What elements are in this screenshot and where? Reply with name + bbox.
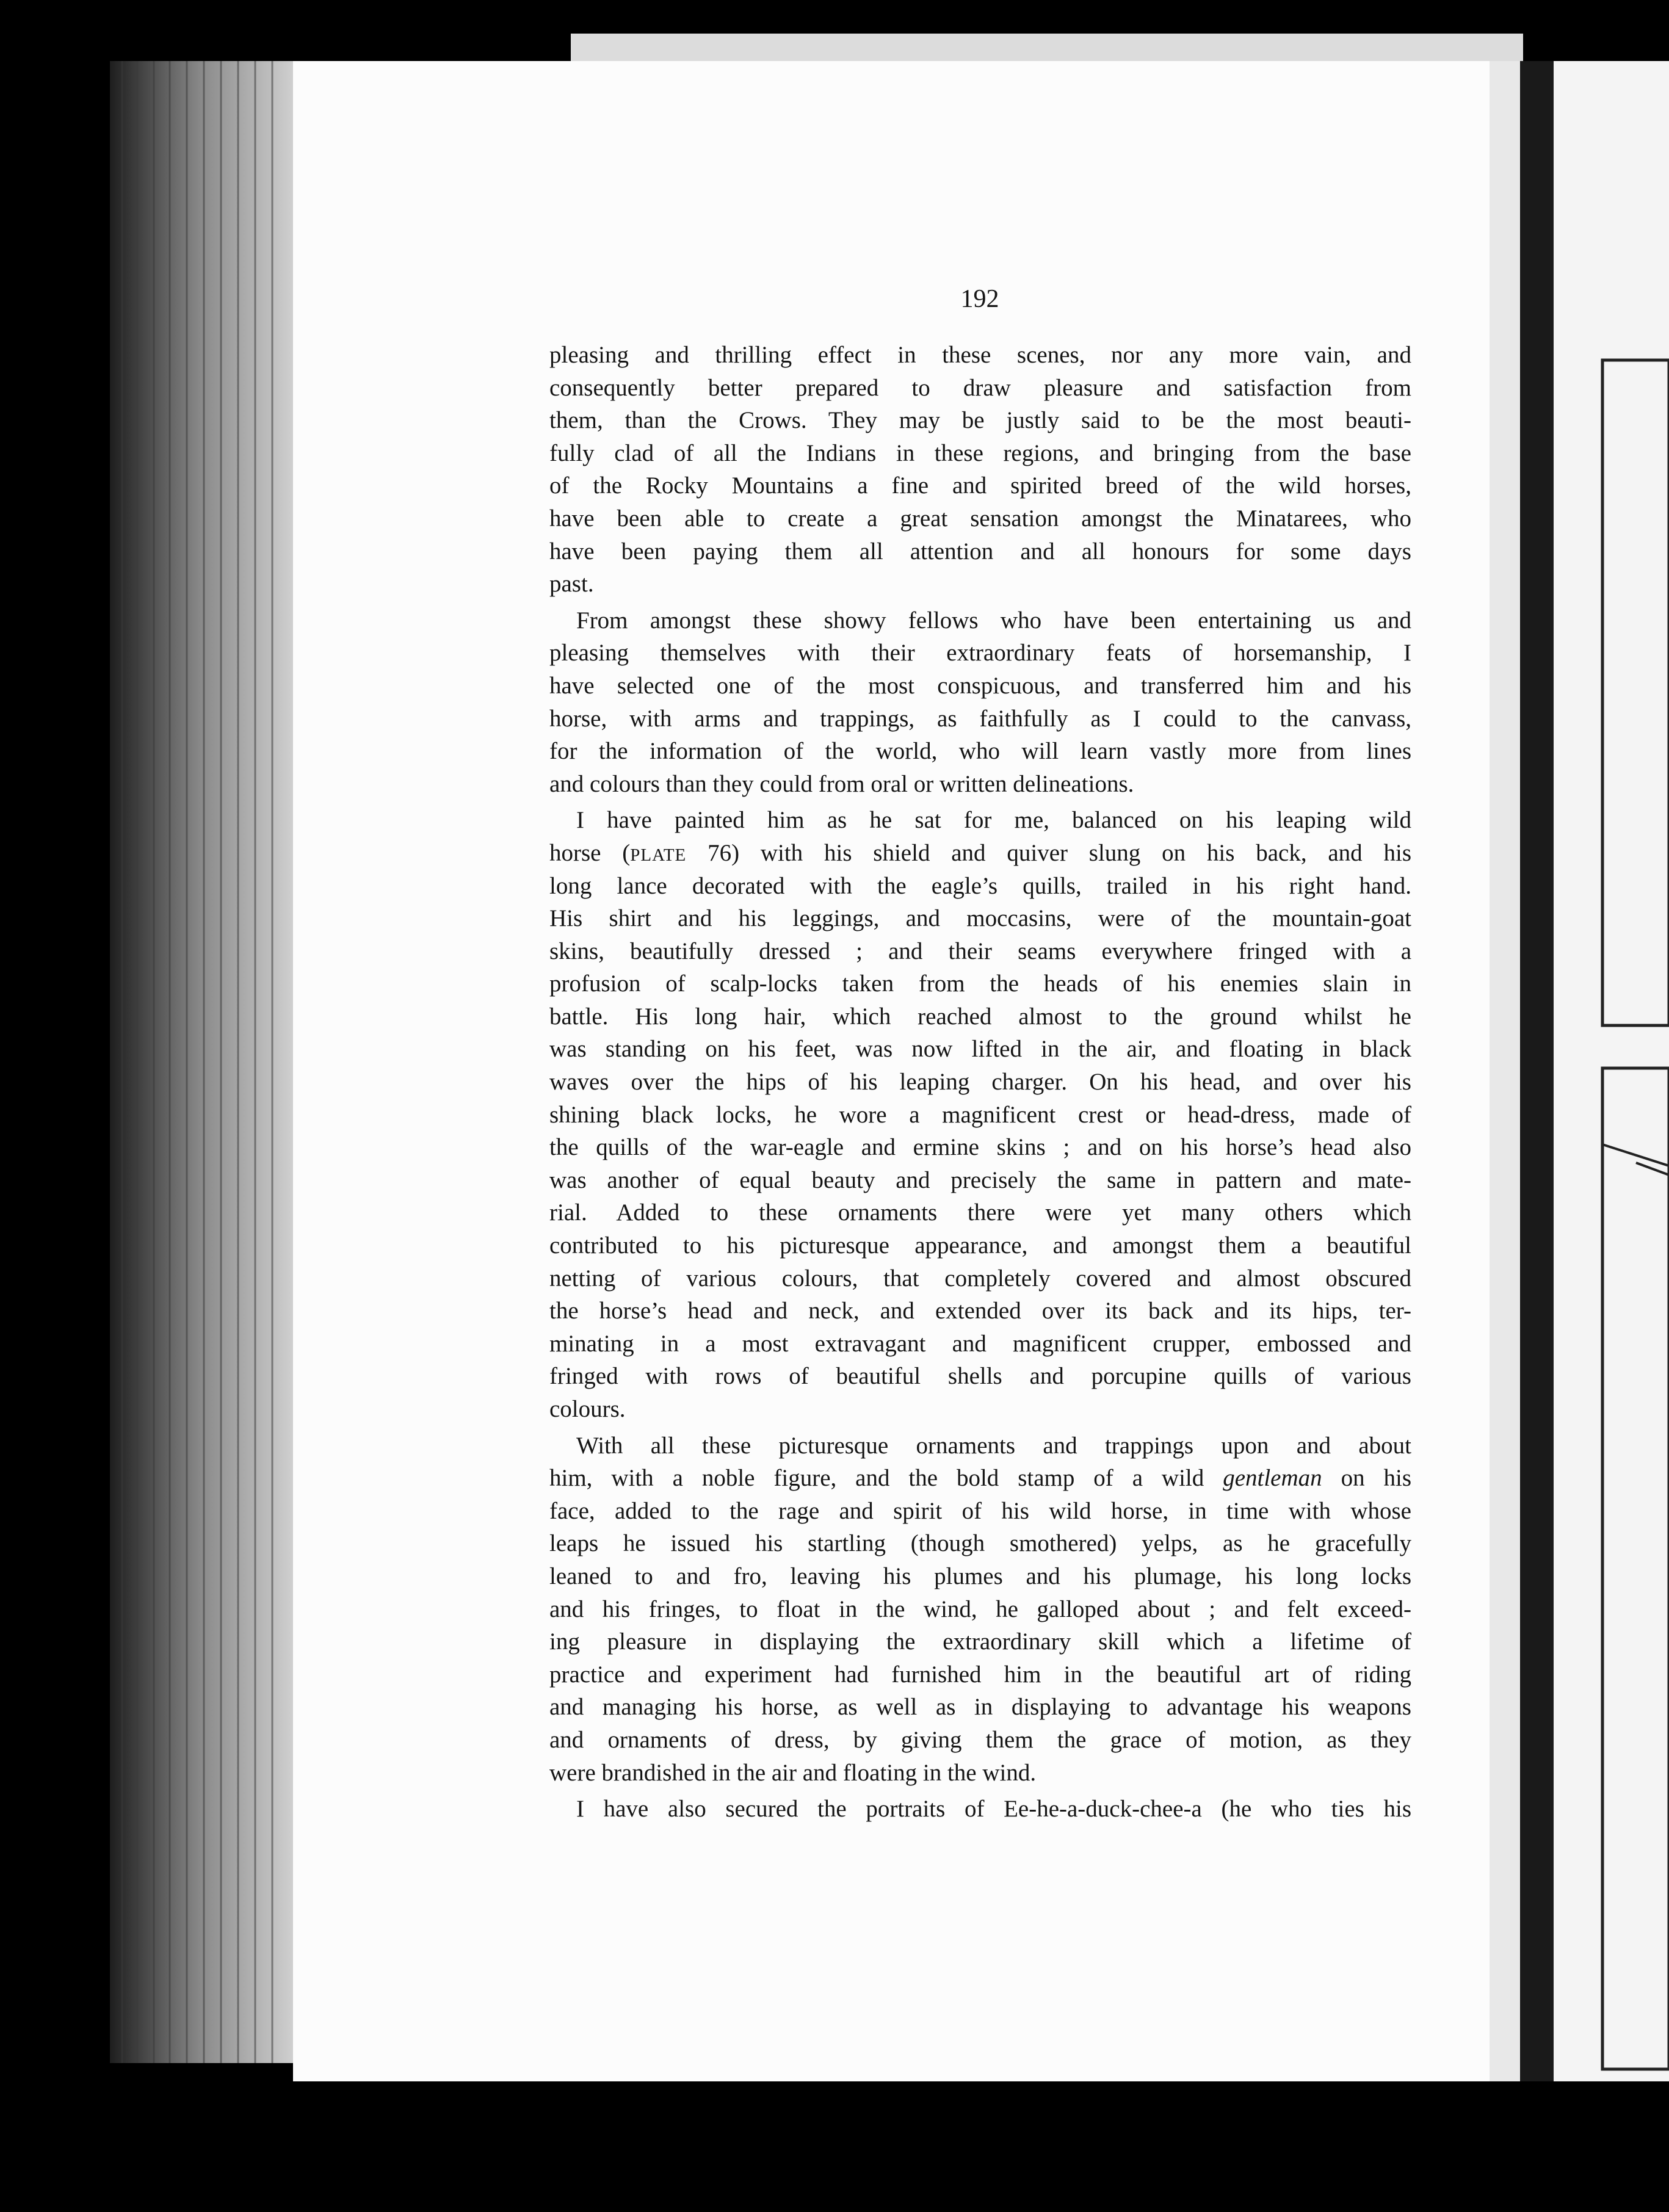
right-page-strip (1520, 61, 1669, 2081)
text-line: fully clad of all the Indians in these regions, and bringing from the base (549, 439, 1411, 466)
text-line: them, than the Crows. They may be justly said to be the most beauti- (549, 407, 1411, 434)
text-run: 76) with his shield and quiver slung on his back, and his (686, 839, 1411, 866)
text-line (549, 1462, 1411, 1495)
text-line: the quills of the war-eagle and ermine skins ; and on his horse’s head also (549, 1134, 1411, 1161)
page-number: 192 (960, 285, 999, 313)
text-line: of the Rocky Mountains a fine and spirited breed of the wild horses, (549, 472, 1411, 499)
text-line (549, 837, 1411, 870)
text-line: consequently better prepared to draw pleasure and satisfaction from (549, 374, 1411, 401)
text-line: rial. Added to these ornaments there were yet many others which (549, 1199, 1411, 1226)
text-line: shining black locks, he wore a magnificent crest or head-dress, made of (549, 1101, 1411, 1128)
book-page-edges (110, 61, 293, 2063)
text-line: were brandished in the air and floating in the wind. (549, 1759, 1037, 1786)
text-line: leaned to and fro, leaving his plumes and his plumage, his long locks (549, 1563, 1411, 1589)
text-line: skins, beautifully dressed ; and their seams everywhere fringed with a (549, 938, 1411, 964)
text-line: the horse’s head and neck, and extended over its back and its hips, ter- (549, 1298, 1411, 1325)
text-line: battle. His long hair, which reached almost to the ground whilst he (549, 1003, 1411, 1030)
text-line: pleasing themselves with their extraordinary feats of horsemanship, I (549, 640, 1411, 667)
plate-reference: PLATE (630, 845, 687, 865)
text-line: have been able to create a great sensation amongst the Minatarees, who (549, 505, 1411, 532)
text-line: His shirt and his leggings, and moccasins, were of the mountain-goat (549, 905, 1411, 932)
top-binding-strip (571, 34, 1523, 61)
text-line: have been paying them all attention and all honours for some days (549, 538, 1411, 565)
text-line: face, added to the rage and spirit of his wild horse, in time with whose (549, 1497, 1411, 1524)
text-line: I have also secured the portraits of Ee-he-a-duck-chee-a (he who ties his (576, 1796, 1411, 1823)
text-line: have selected one of the most conspicuous, and transferred him and his (549, 672, 1411, 699)
text-line: practice and experiment had furnished him in the beautiful art of riding (549, 1661, 1411, 1688)
italic-word: gentleman (1223, 1465, 1322, 1492)
text-line: contributed to his picturesque appearance, and amongst them a beautiful (549, 1232, 1411, 1259)
text-line: past. (549, 571, 594, 598)
text-line: leaps he issued his startling (though smothered) yelps, as he gracefully (549, 1530, 1411, 1557)
text-line: colours. (549, 1396, 626, 1422)
text-line: waves over the hips of his leaping charger. On his head, and over his (549, 1069, 1411, 1096)
text-line: was another of equal beauty and precisely the same in pattern and mate- (549, 1166, 1411, 1193)
text-line: profusion of scalp-locks taken from the heads of his enemies slain in (549, 970, 1411, 997)
body-text (549, 339, 1411, 1826)
text-line: ing pleasure in displaying the extraordinary skill which a lifetime of (549, 1628, 1411, 1655)
text-line: minating in a most extravagant and magnificent crupper, embossed and (549, 1330, 1411, 1357)
text-line: With all these picturesque ornaments and trappings upon and about (576, 1432, 1411, 1459)
text-line: fringed with rows of beautiful shells and porcupine quills of various (549, 1363, 1411, 1390)
text-line: long lance decorated with the eagle’s quills, trailed in his right hand. (549, 872, 1411, 899)
text-run: on his (1322, 1465, 1412, 1492)
text-run: horse ( (549, 839, 631, 866)
text-line: I have painted him as he sat for me, balanced on his leaping wild (576, 807, 1411, 834)
text-line: and managing his horse, as well as in displaying to advantage his weapons (549, 1694, 1411, 1721)
text-line: and his fringes, to float in the wind, he galloped about ; and felt exceed- (549, 1596, 1411, 1622)
text-run: him, with a noble figure, and the bold stamp of a wild (549, 1465, 1223, 1492)
spine-shadow (1490, 61, 1520, 2081)
text-line: pleasing and thrilling effect in these scenes, nor any more vain, and (549, 342, 1411, 368)
text-line: horse, with arms and trappings, as faithfully as I could to the canvass, (549, 705, 1411, 732)
text-line: and colours than they could from oral or written delineations. (549, 770, 1134, 797)
text-line: and ornaments of dress, by giving them the grace of motion, as they (549, 1726, 1411, 1753)
text-line: for the information of the world, who will learn vastly more from lines (549, 738, 1411, 765)
text-line: netting of various colours, that completely covered and almost obscured (549, 1265, 1411, 1292)
text-line: From amongst these showy fellows who have been entertaining us and (576, 607, 1411, 634)
text-line: was standing on his feet, was now lifted in the air, and floating in black (549, 1036, 1411, 1063)
